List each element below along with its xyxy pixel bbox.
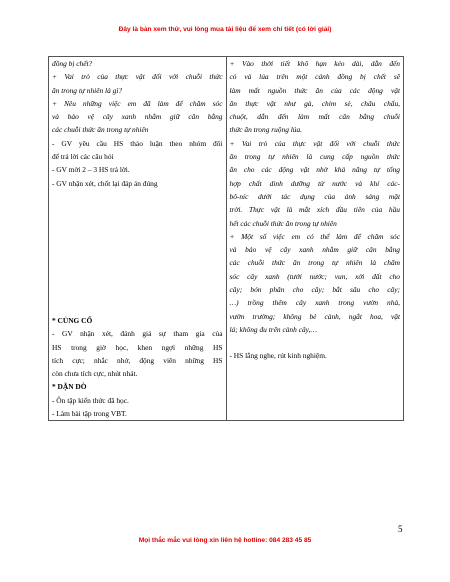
- answer-line: + Vai trò của thực vật đối với chuỗi thức: [229, 138, 400, 148]
- feedback-line: - HS lắng nghe, rút kinh nghiệm.: [229, 351, 327, 361]
- question-line: đồng bị chết?: [52, 59, 93, 68]
- page-number: 5: [398, 524, 403, 534]
- answer-line: hết các chuỗi thức ăn trong tự nhiên: [229, 218, 337, 228]
- homework-line: - Làm bài tập trong VBT.: [52, 409, 127, 419]
- answer-line: trời. Thực vật là mắt xích đầu tiên của hầu: [229, 205, 400, 215]
- question-line: các chuỗi thức ăn trong tự nhiên: [52, 125, 149, 135]
- table-row: [49, 57, 404, 421]
- question-line: ăn trong tự nhiên là gì?: [52, 85, 123, 95]
- answer-line: lá; không đu trên cành cây,…: [229, 324, 317, 334]
- question-line: và bảo vệ cây xanh nhằm giữ cân bằng: [52, 112, 223, 122]
- question-line: + Vai trò của thực vật đối với chuỗi thức: [52, 72, 223, 82]
- lesson-table: [48, 56, 404, 421]
- teacher-activity-cell: [49, 57, 227, 421]
- answer-line: hợp chất dinh dưỡng từ nước và khí các-: [229, 178, 400, 188]
- answer-line: ăn thực vật như gà, chim sẻ, châu chấu,: [229, 98, 400, 108]
- answer-line: cỏ và lúa trên một cánh đồng bị chết sẽ: [229, 72, 400, 82]
- summary-line: - GV nhận xét, đánh giá sự tham gia của: [52, 329, 223, 339]
- answer-line: …) trồng thêm cây xanh trong vườn nhà,: [229, 298, 400, 308]
- instruction-line: - GV mời 2 – 3 HS trả lời.: [52, 165, 130, 175]
- answer-line: các chuỗi thức ăn trong tự nhiên là chăm: [229, 258, 400, 268]
- dan-do-heading: * DẶN DÒ: [52, 382, 87, 392]
- answer-line: + Một số việc em có thể làm để chăm sóc: [229, 231, 400, 241]
- answer-line: vườn trường; không bẻ cành, ngắt hoa, vặt: [229, 311, 400, 321]
- answer-line: bô-níc dưới tác dụng của ánh sáng mặt: [229, 191, 400, 201]
- answer-line: + Vào thời tiết khô hạn kéo dài, dẫn đến: [229, 59, 400, 68]
- question-line: + Nêu những việc em đã làm để chăm sóc: [52, 98, 223, 108]
- answer-line: thức ăn trong ruộng lúa.: [229, 125, 303, 135]
- cung-co-heading: * CỦNG CỐ: [52, 315, 93, 325]
- instruction-line: - GV nhận xét, chốt lại đáp án đúng: [52, 178, 158, 188]
- instruction-line: - GV yêu cầu HS thảo luận theo nhóm đôi: [52, 138, 223, 148]
- answer-line: ăn cho các động vật nhờ khả năng tự tổng: [229, 165, 400, 175]
- hotline-notice: Mọi thắc mắc vui lòng xin liên hệ hotline: 084 283 45 85: [138, 537, 312, 544]
- preview-notice: Đây là bản xem thử, vui lòng mua tài liệu để xem chi tiết (có lời giải): [118, 26, 332, 33]
- answer-line: và bảo vệ cây xanh nhằm giữ cân bằng: [229, 245, 400, 255]
- summary-line: HS trong giờ học, khen ngợi những HS: [52, 342, 223, 352]
- answer-line: chuột, dẫn đến làm mất cân bằng chuỗi: [229, 112, 400, 122]
- homework-line: - Ôn tập kiến thức đã học.: [52, 395, 129, 405]
- answer-line: cây; bón phân cho cây; bắt sâu cho cây;: [229, 285, 400, 295]
- student-activity-cell: [226, 57, 404, 421]
- answer-line: ăn trong tự nhiên là cung cấp nguồn thức: [229, 152, 400, 162]
- answer-line: làm mất nguồn thức ăn của các động vật: [229, 85, 400, 95]
- summary-line: còn chưa tích cực, nhút nhát.: [52, 369, 138, 379]
- instruction-line: để trả lời các câu hỏi: [52, 152, 114, 162]
- answer-line: sóc cây xanh (tưới nước; vun, xới đất cho: [229, 271, 400, 281]
- summary-line: tích cực; nhắc nhở, động viên những HS: [52, 355, 223, 365]
